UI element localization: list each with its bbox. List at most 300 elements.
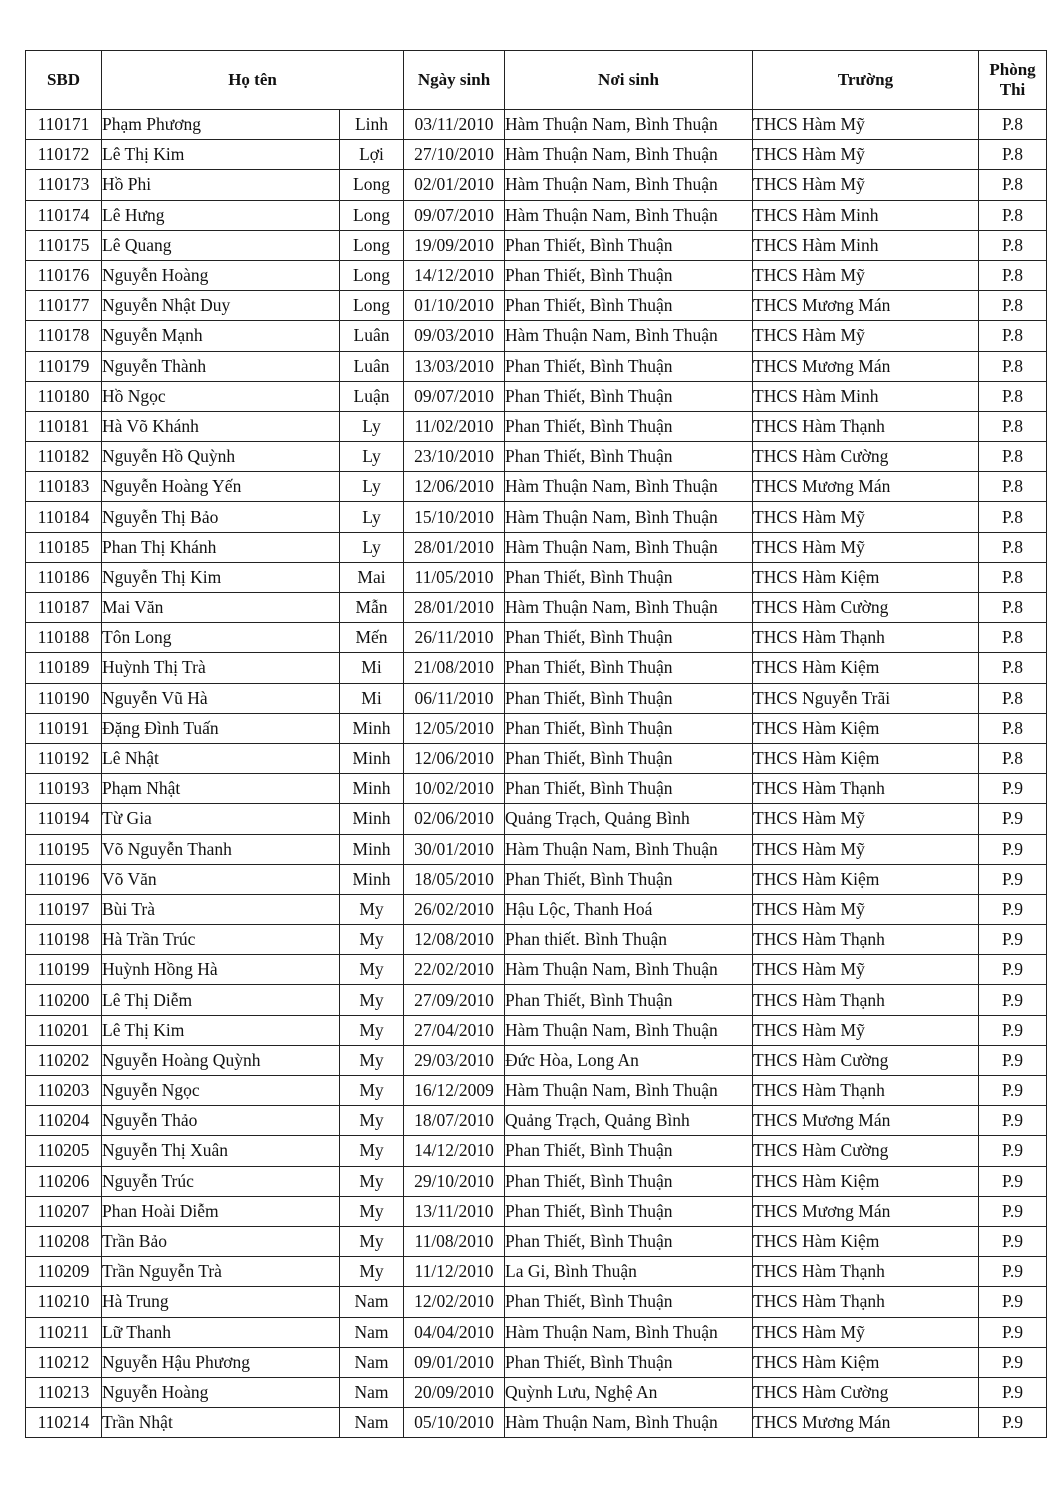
cell-ten: Mai xyxy=(340,562,404,592)
cell-ngay-sinh: 14/12/2010 xyxy=(404,1136,505,1166)
cell-noi-sinh: Phan Thiết, Bình Thuận xyxy=(505,381,753,411)
cell-truong: THCS Mương Mán xyxy=(753,1408,979,1438)
cell-phong-thi: P.8 xyxy=(979,442,1047,472)
table-row xyxy=(26,743,1047,773)
cell-ten: Ly xyxy=(340,502,404,532)
header-phong-thi xyxy=(979,51,1047,110)
cell-noi-sinh: Phan Thiết, Bình Thuận xyxy=(505,442,753,472)
cell-truong: THCS Hàm Mỹ xyxy=(753,955,979,985)
cell-ngay-sinh: 13/03/2010 xyxy=(404,351,505,381)
cell-ten: Linh xyxy=(340,110,404,140)
table-row xyxy=(26,1377,1047,1407)
cell-phong-thi: P.9 xyxy=(979,1166,1047,1196)
cell-ten: Ly xyxy=(340,472,404,502)
cell-sbd: 110206 xyxy=(26,1166,102,1196)
table-row xyxy=(26,864,1047,894)
cell-phong-thi: P.8 xyxy=(979,230,1047,260)
cell-phong-thi: P.9 xyxy=(979,1015,1047,1045)
cell-ho: Nguyễn Nhật Duy xyxy=(102,291,340,321)
cell-noi-sinh: Hàm Thuận Nam, Bình Thuận xyxy=(505,1015,753,1045)
cell-ngay-sinh: 03/11/2010 xyxy=(404,110,505,140)
cell-truong: THCS Hàm Mỹ xyxy=(753,804,979,834)
cell-ngay-sinh: 11/02/2010 xyxy=(404,411,505,441)
cell-ngay-sinh: 11/08/2010 xyxy=(404,1226,505,1256)
cell-phong-thi: P.9 xyxy=(979,925,1047,955)
cell-ten: My xyxy=(340,1106,404,1136)
table-row xyxy=(26,502,1047,532)
cell-noi-sinh: Quảng Trạch, Quảng Bình xyxy=(505,1106,753,1136)
cell-truong: THCS Hàm Mỹ xyxy=(753,502,979,532)
cell-sbd: 110214 xyxy=(26,1408,102,1438)
cell-ten: My xyxy=(340,955,404,985)
cell-truong: THCS Hàm Thạnh xyxy=(753,1076,979,1106)
cell-noi-sinh: Hàm Thuận Nam, Bình Thuận xyxy=(505,1317,753,1347)
cell-truong: THCS Hàm Mỹ xyxy=(753,260,979,290)
cell-noi-sinh: Hậu Lộc, Thanh Hoá xyxy=(505,894,753,924)
cell-noi-sinh: Hàm Thuận Nam, Bình Thuận xyxy=(505,1408,753,1438)
cell-ngay-sinh: 02/06/2010 xyxy=(404,804,505,834)
student-roster-table xyxy=(25,50,1047,1438)
cell-ten: Luân xyxy=(340,321,404,351)
cell-truong: THCS Hàm Kiệm xyxy=(753,1226,979,1256)
cell-ho: Nguyễn Hoàng Quỳnh xyxy=(102,1045,340,1075)
cell-sbd: 110213 xyxy=(26,1377,102,1407)
table-row xyxy=(26,411,1047,441)
cell-truong: THCS Hàm Cường xyxy=(753,593,979,623)
cell-ngay-sinh: 10/02/2010 xyxy=(404,774,505,804)
cell-noi-sinh: Phan Thiết, Bình Thuận xyxy=(505,562,753,592)
cell-truong: THCS Hàm Minh xyxy=(753,381,979,411)
cell-ho: Nguyễn Thị Bảo xyxy=(102,502,340,532)
cell-ho: Nguyễn Hồ Quỳnh xyxy=(102,442,340,472)
cell-phong-thi: P.8 xyxy=(979,140,1047,170)
cell-ten: My xyxy=(340,1045,404,1075)
table-row xyxy=(26,1136,1047,1166)
cell-truong: THCS Hàm Mỹ xyxy=(753,532,979,562)
cell-truong: THCS Hàm Thạnh xyxy=(753,1287,979,1317)
cell-ho: Võ Nguyễn Thanh xyxy=(102,834,340,864)
cell-ngay-sinh: 28/01/2010 xyxy=(404,532,505,562)
cell-ten: Mi xyxy=(340,653,404,683)
cell-sbd: 110176 xyxy=(26,260,102,290)
cell-truong: THCS Hàm Thạnh xyxy=(753,1257,979,1287)
cell-noi-sinh: Phan Thiết, Bình Thuận xyxy=(505,1196,753,1226)
cell-sbd: 110197 xyxy=(26,894,102,924)
table-row xyxy=(26,1196,1047,1226)
cell-sbd: 110192 xyxy=(26,743,102,773)
cell-noi-sinh: Phan Thiết, Bình Thuận xyxy=(505,774,753,804)
cell-sbd: 110182 xyxy=(26,442,102,472)
cell-sbd: 110200 xyxy=(26,985,102,1015)
cell-sbd: 110184 xyxy=(26,502,102,532)
cell-ngay-sinh: 05/10/2010 xyxy=(404,1408,505,1438)
cell-noi-sinh: Quảng Trạch, Quảng Bình xyxy=(505,804,753,834)
cell-ngay-sinh: 29/10/2010 xyxy=(404,1166,505,1196)
cell-truong: THCS Mương Mán xyxy=(753,351,979,381)
cell-truong: THCS Hàm Cường xyxy=(753,1045,979,1075)
cell-sbd: 110205 xyxy=(26,1136,102,1166)
cell-sbd: 110187 xyxy=(26,593,102,623)
cell-ngay-sinh: 18/07/2010 xyxy=(404,1106,505,1136)
cell-phong-thi: P.9 xyxy=(979,834,1047,864)
cell-ngay-sinh: 06/11/2010 xyxy=(404,683,505,713)
cell-ngay-sinh: 09/03/2010 xyxy=(404,321,505,351)
cell-noi-sinh: Phan Thiết, Bình Thuận xyxy=(505,683,753,713)
table-row xyxy=(26,894,1047,924)
cell-phong-thi: P.9 xyxy=(979,1287,1047,1317)
cell-ngay-sinh: 12/06/2010 xyxy=(404,472,505,502)
cell-ho: Trần Nguyễn Trà xyxy=(102,1257,340,1287)
cell-ten: My xyxy=(340,1136,404,1166)
table-row xyxy=(26,713,1047,743)
cell-noi-sinh: Hàm Thuận Nam, Bình Thuận xyxy=(505,593,753,623)
cell-phong-thi: P.9 xyxy=(979,1106,1047,1136)
cell-phong-thi: P.9 xyxy=(979,864,1047,894)
cell-ho: Nguyễn Hậu Phương xyxy=(102,1347,340,1377)
cell-ten: Mẫn xyxy=(340,593,404,623)
table-row xyxy=(26,562,1047,592)
cell-sbd: 110209 xyxy=(26,1257,102,1287)
cell-truong: THCS Hàm Mỹ xyxy=(753,1015,979,1045)
cell-ngay-sinh: 11/05/2010 xyxy=(404,562,505,592)
cell-noi-sinh: Phan Thiết, Bình Thuận xyxy=(505,291,753,321)
cell-phong-thi: P.8 xyxy=(979,713,1047,743)
cell-ho: Phạm Phương xyxy=(102,110,340,140)
cell-ten: My xyxy=(340,1196,404,1226)
cell-ho: Nguyễn Hoàng xyxy=(102,260,340,290)
cell-ngay-sinh: 14/12/2010 xyxy=(404,260,505,290)
table-row xyxy=(26,140,1047,170)
cell-sbd: 110204 xyxy=(26,1106,102,1136)
cell-ho: Lê Quang xyxy=(102,230,340,260)
cell-ngay-sinh: 09/07/2010 xyxy=(404,200,505,230)
cell-ho: Võ Văn xyxy=(102,864,340,894)
cell-ngay-sinh: 12/06/2010 xyxy=(404,743,505,773)
cell-ho: Nguyễn Vũ Hà xyxy=(102,683,340,713)
cell-phong-thi: P.8 xyxy=(979,593,1047,623)
cell-truong: THCS Hàm Cường xyxy=(753,1136,979,1166)
cell-ho: Lê Thị Diễm xyxy=(102,985,340,1015)
cell-ngay-sinh: 13/11/2010 xyxy=(404,1196,505,1226)
cell-truong: THCS Hàm Minh xyxy=(753,230,979,260)
cell-sbd: 110199 xyxy=(26,955,102,985)
cell-phong-thi: P.8 xyxy=(979,683,1047,713)
cell-sbd: 110186 xyxy=(26,562,102,592)
cell-ten: Mến xyxy=(340,623,404,653)
table-row xyxy=(26,321,1047,351)
cell-ngay-sinh: 18/05/2010 xyxy=(404,864,505,894)
cell-noi-sinh: Phan Thiết, Bình Thuận xyxy=(505,864,753,894)
cell-phong-thi: P.9 xyxy=(979,1408,1047,1438)
cell-truong: THCS Hàm Mỹ xyxy=(753,894,979,924)
table-row xyxy=(26,1106,1047,1136)
cell-noi-sinh: Phan Thiết, Bình Thuận xyxy=(505,1347,753,1377)
cell-truong: THCS Hàm Mỹ xyxy=(753,321,979,351)
cell-phong-thi: P.8 xyxy=(979,562,1047,592)
cell-ten: Long xyxy=(340,170,404,200)
cell-ten: Mi xyxy=(340,683,404,713)
table-row xyxy=(26,442,1047,472)
cell-sbd: 110172 xyxy=(26,140,102,170)
cell-sbd: 110174 xyxy=(26,200,102,230)
cell-sbd: 110188 xyxy=(26,623,102,653)
cell-ten: Luân xyxy=(340,351,404,381)
cell-phong-thi: P.9 xyxy=(979,1377,1047,1407)
cell-ho: Nguyễn Thị Kim xyxy=(102,562,340,592)
table-row xyxy=(26,291,1047,321)
cell-ten: Minh xyxy=(340,834,404,864)
cell-phong-thi: P.8 xyxy=(979,381,1047,411)
cell-sbd: 110207 xyxy=(26,1196,102,1226)
cell-ho: Hồ Phi xyxy=(102,170,340,200)
cell-noi-sinh: Phan Thiết, Bình Thuận xyxy=(505,1136,753,1166)
cell-phong-thi: P.8 xyxy=(979,653,1047,683)
cell-ho: Nguyễn Mạnh xyxy=(102,321,340,351)
cell-truong: THCS Mương Mán xyxy=(753,472,979,502)
cell-phong-thi: P.8 xyxy=(979,743,1047,773)
cell-ngay-sinh: 27/04/2010 xyxy=(404,1015,505,1045)
cell-truong: THCS Hàm Mỹ xyxy=(753,110,979,140)
table-row xyxy=(26,653,1047,683)
cell-noi-sinh: Đức Hòa, Long An xyxy=(505,1045,753,1075)
table-row xyxy=(26,260,1047,290)
cell-noi-sinh: Phan Thiết, Bình Thuận xyxy=(505,623,753,653)
cell-truong: THCS Hàm Kiệm xyxy=(753,743,979,773)
header-phong-thi-line1: Phòng xyxy=(989,60,1036,79)
cell-noi-sinh: Hàm Thuận Nam, Bình Thuận xyxy=(505,502,753,532)
cell-noi-sinh: Hàm Thuận Nam, Bình Thuận xyxy=(505,170,753,200)
cell-ten: My xyxy=(340,894,404,924)
cell-ho: Nguyễn Hoàng xyxy=(102,1377,340,1407)
cell-phong-thi: P.9 xyxy=(979,1136,1047,1166)
table-row xyxy=(26,110,1047,140)
cell-truong: THCS Hàm Minh xyxy=(753,200,979,230)
cell-sbd: 110212 xyxy=(26,1347,102,1377)
cell-noi-sinh: Hàm Thuận Nam, Bình Thuận xyxy=(505,321,753,351)
cell-ho: Huỳnh Hồng Hà xyxy=(102,955,340,985)
cell-truong: THCS Hàm Kiệm xyxy=(753,713,979,743)
cell-noi-sinh: Phan Thiết, Bình Thuận xyxy=(505,230,753,260)
cell-truong: THCS Hàm Cường xyxy=(753,1377,979,1407)
cell-ten: Luận xyxy=(340,381,404,411)
cell-phong-thi: P.9 xyxy=(979,1226,1047,1256)
cell-sbd: 110185 xyxy=(26,532,102,562)
table-row xyxy=(26,532,1047,562)
cell-sbd: 110177 xyxy=(26,291,102,321)
cell-truong: THCS Hàm Kiệm xyxy=(753,864,979,894)
table-body xyxy=(26,110,1047,1438)
cell-phong-thi: P.9 xyxy=(979,955,1047,985)
cell-ten: Long xyxy=(340,291,404,321)
cell-ten: Minh xyxy=(340,774,404,804)
cell-phong-thi: P.9 xyxy=(979,804,1047,834)
cell-noi-sinh: Phan Thiết, Bình Thuận xyxy=(505,985,753,1015)
cell-phong-thi: P.8 xyxy=(979,623,1047,653)
cell-phong-thi: P.9 xyxy=(979,1347,1047,1377)
cell-ten: Minh xyxy=(340,743,404,773)
cell-ho: Phan Hoài Diễm xyxy=(102,1196,340,1226)
cell-phong-thi: P.9 xyxy=(979,985,1047,1015)
cell-ngay-sinh: 12/02/2010 xyxy=(404,1287,505,1317)
header-phong-thi-line2: Thi xyxy=(999,80,1026,99)
cell-phong-thi: P.9 xyxy=(979,894,1047,924)
cell-noi-sinh: Phan Thiết, Bình Thuận xyxy=(505,653,753,683)
cell-sbd: 110198 xyxy=(26,925,102,955)
table-row xyxy=(26,683,1047,713)
cell-ho: Trần Nhật xyxy=(102,1408,340,1438)
cell-truong: THCS Hàm Mỹ xyxy=(753,140,979,170)
header-noi-sinh: Nơi sinh xyxy=(505,51,753,110)
cell-sbd: 110171 xyxy=(26,110,102,140)
cell-ten: Long xyxy=(340,230,404,260)
cell-ten: Nam xyxy=(340,1287,404,1317)
cell-phong-thi: P.8 xyxy=(979,532,1047,562)
cell-ho: Huỳnh Thị Trà xyxy=(102,653,340,683)
cell-truong: THCS Hàm Thạnh xyxy=(753,925,979,955)
cell-sbd: 110173 xyxy=(26,170,102,200)
cell-ho: Lê Thị Kim xyxy=(102,140,340,170)
cell-phong-thi: P.8 xyxy=(979,291,1047,321)
cell-ho: Phan Thị Khánh xyxy=(102,532,340,562)
cell-ngay-sinh: 30/01/2010 xyxy=(404,834,505,864)
cell-truong: THCS Hàm Kiệm xyxy=(753,653,979,683)
table-row xyxy=(26,1347,1047,1377)
cell-ngay-sinh: 26/11/2010 xyxy=(404,623,505,653)
cell-noi-sinh: Phan Thiết, Bình Thuận xyxy=(505,743,753,773)
cell-sbd: 110203 xyxy=(26,1076,102,1106)
cell-noi-sinh: Hàm Thuận Nam, Bình Thuận xyxy=(505,200,753,230)
cell-ho: Từ Gia xyxy=(102,804,340,834)
cell-phong-thi: P.8 xyxy=(979,260,1047,290)
cell-noi-sinh: Hàm Thuận Nam, Bình Thuận xyxy=(505,472,753,502)
table-row xyxy=(26,834,1047,864)
table-row xyxy=(26,774,1047,804)
cell-noi-sinh: Hàm Thuận Nam, Bình Thuận xyxy=(505,834,753,864)
cell-noi-sinh: Phan Thiết, Bình Thuận xyxy=(505,351,753,381)
table-row xyxy=(26,985,1047,1015)
cell-truong: THCS Hàm Kiệm xyxy=(753,1166,979,1196)
cell-phong-thi: P.9 xyxy=(979,1076,1047,1106)
cell-ten: My xyxy=(340,1015,404,1045)
cell-noi-sinh: Phan Thiết, Bình Thuận xyxy=(505,411,753,441)
cell-noi-sinh: Phan Thiết, Bình Thuận xyxy=(505,713,753,743)
cell-ho: Hồ Ngọc xyxy=(102,381,340,411)
table-row xyxy=(26,623,1047,653)
cell-noi-sinh: La Gi, Bình Thuận xyxy=(505,1257,753,1287)
cell-ngay-sinh: 09/07/2010 xyxy=(404,381,505,411)
cell-sbd: 110181 xyxy=(26,411,102,441)
cell-sbd: 110195 xyxy=(26,834,102,864)
cell-sbd: 110190 xyxy=(26,683,102,713)
cell-noi-sinh: Hàm Thuận Nam, Bình Thuận xyxy=(505,532,753,562)
cell-phong-thi: P.9 xyxy=(979,1045,1047,1075)
cell-truong: THCS Hàm Mỹ xyxy=(753,834,979,864)
cell-ten: Minh xyxy=(340,864,404,894)
cell-ho: Hà Võ Khánh xyxy=(102,411,340,441)
cell-truong: THCS Hàm Thạnh xyxy=(753,774,979,804)
cell-noi-sinh: Hàm Thuận Nam, Bình Thuận xyxy=(505,110,753,140)
table-row xyxy=(26,955,1047,985)
cell-phong-thi: P.9 xyxy=(979,774,1047,804)
cell-ho: Nguyễn Hoàng Yến xyxy=(102,472,340,502)
cell-ho: Lê Hưng xyxy=(102,200,340,230)
table-row xyxy=(26,593,1047,623)
cell-ten: My xyxy=(340,1166,404,1196)
cell-ngay-sinh: 12/08/2010 xyxy=(404,925,505,955)
cell-ho: Trần Bảo xyxy=(102,1226,340,1256)
table-row xyxy=(26,1257,1047,1287)
cell-ngay-sinh: 22/02/2010 xyxy=(404,955,505,985)
table-row xyxy=(26,200,1047,230)
cell-ten: Lợi xyxy=(340,140,404,170)
cell-truong: THCS Mương Mán xyxy=(753,291,979,321)
table-row xyxy=(26,1076,1047,1106)
table-row xyxy=(26,472,1047,502)
cell-phong-thi: P.8 xyxy=(979,502,1047,532)
cell-ho: Lữ Thanh xyxy=(102,1317,340,1347)
cell-ten: My xyxy=(340,985,404,1015)
cell-sbd: 110211 xyxy=(26,1317,102,1347)
cell-sbd: 110191 xyxy=(26,713,102,743)
cell-ho: Nguyễn Trúc xyxy=(102,1166,340,1196)
cell-ho: Hà Trần Trúc xyxy=(102,925,340,955)
cell-phong-thi: P.8 xyxy=(979,321,1047,351)
cell-ngay-sinh: 15/10/2010 xyxy=(404,502,505,532)
cell-truong: THCS Hàm Thạnh xyxy=(753,985,979,1015)
cell-ho: Bùi Trà xyxy=(102,894,340,924)
cell-ngay-sinh: 16/12/2009 xyxy=(404,1076,505,1106)
cell-ten: Long xyxy=(340,260,404,290)
cell-phong-thi: P.8 xyxy=(979,200,1047,230)
cell-phong-thi: P.8 xyxy=(979,110,1047,140)
cell-sbd: 110194 xyxy=(26,804,102,834)
table-row xyxy=(26,1045,1047,1075)
cell-truong: THCS Mương Mán xyxy=(753,1106,979,1136)
cell-truong: THCS Hàm Mỹ xyxy=(753,170,979,200)
table-row xyxy=(26,1166,1047,1196)
cell-ten: My xyxy=(340,1076,404,1106)
header-ho-ten: Họ tên xyxy=(102,51,404,110)
cell-ngay-sinh: 02/01/2010 xyxy=(404,170,505,200)
cell-sbd: 110183 xyxy=(26,472,102,502)
header-row xyxy=(26,51,1047,110)
table-row xyxy=(26,1287,1047,1317)
cell-noi-sinh: Phan thiết. Bình Thuận xyxy=(505,925,753,955)
cell-sbd: 110178 xyxy=(26,321,102,351)
cell-sbd: 110201 xyxy=(26,1015,102,1045)
cell-phong-thi: P.8 xyxy=(979,351,1047,381)
cell-ho: Tôn Long xyxy=(102,623,340,653)
cell-truong: THCS Hàm Kiệm xyxy=(753,562,979,592)
cell-ngay-sinh: 28/01/2010 xyxy=(404,593,505,623)
cell-ten: Minh xyxy=(340,713,404,743)
cell-noi-sinh: Hàm Thuận Nam, Bình Thuận xyxy=(505,140,753,170)
cell-ten: Nam xyxy=(340,1347,404,1377)
cell-ho: Phạm Nhật xyxy=(102,774,340,804)
cell-ho: Lê Nhật xyxy=(102,743,340,773)
cell-sbd: 110180 xyxy=(26,381,102,411)
cell-sbd: 110193 xyxy=(26,774,102,804)
cell-ngay-sinh: 23/10/2010 xyxy=(404,442,505,472)
cell-sbd: 110189 xyxy=(26,653,102,683)
table-row xyxy=(26,381,1047,411)
cell-ho: Nguyễn Thị Xuân xyxy=(102,1136,340,1166)
cell-ngay-sinh: 27/10/2010 xyxy=(404,140,505,170)
cell-noi-sinh: Phan Thiết, Bình Thuận xyxy=(505,260,753,290)
cell-ten: Nam xyxy=(340,1377,404,1407)
cell-ngay-sinh: 01/10/2010 xyxy=(404,291,505,321)
header-sbd: SBD xyxy=(26,51,102,110)
